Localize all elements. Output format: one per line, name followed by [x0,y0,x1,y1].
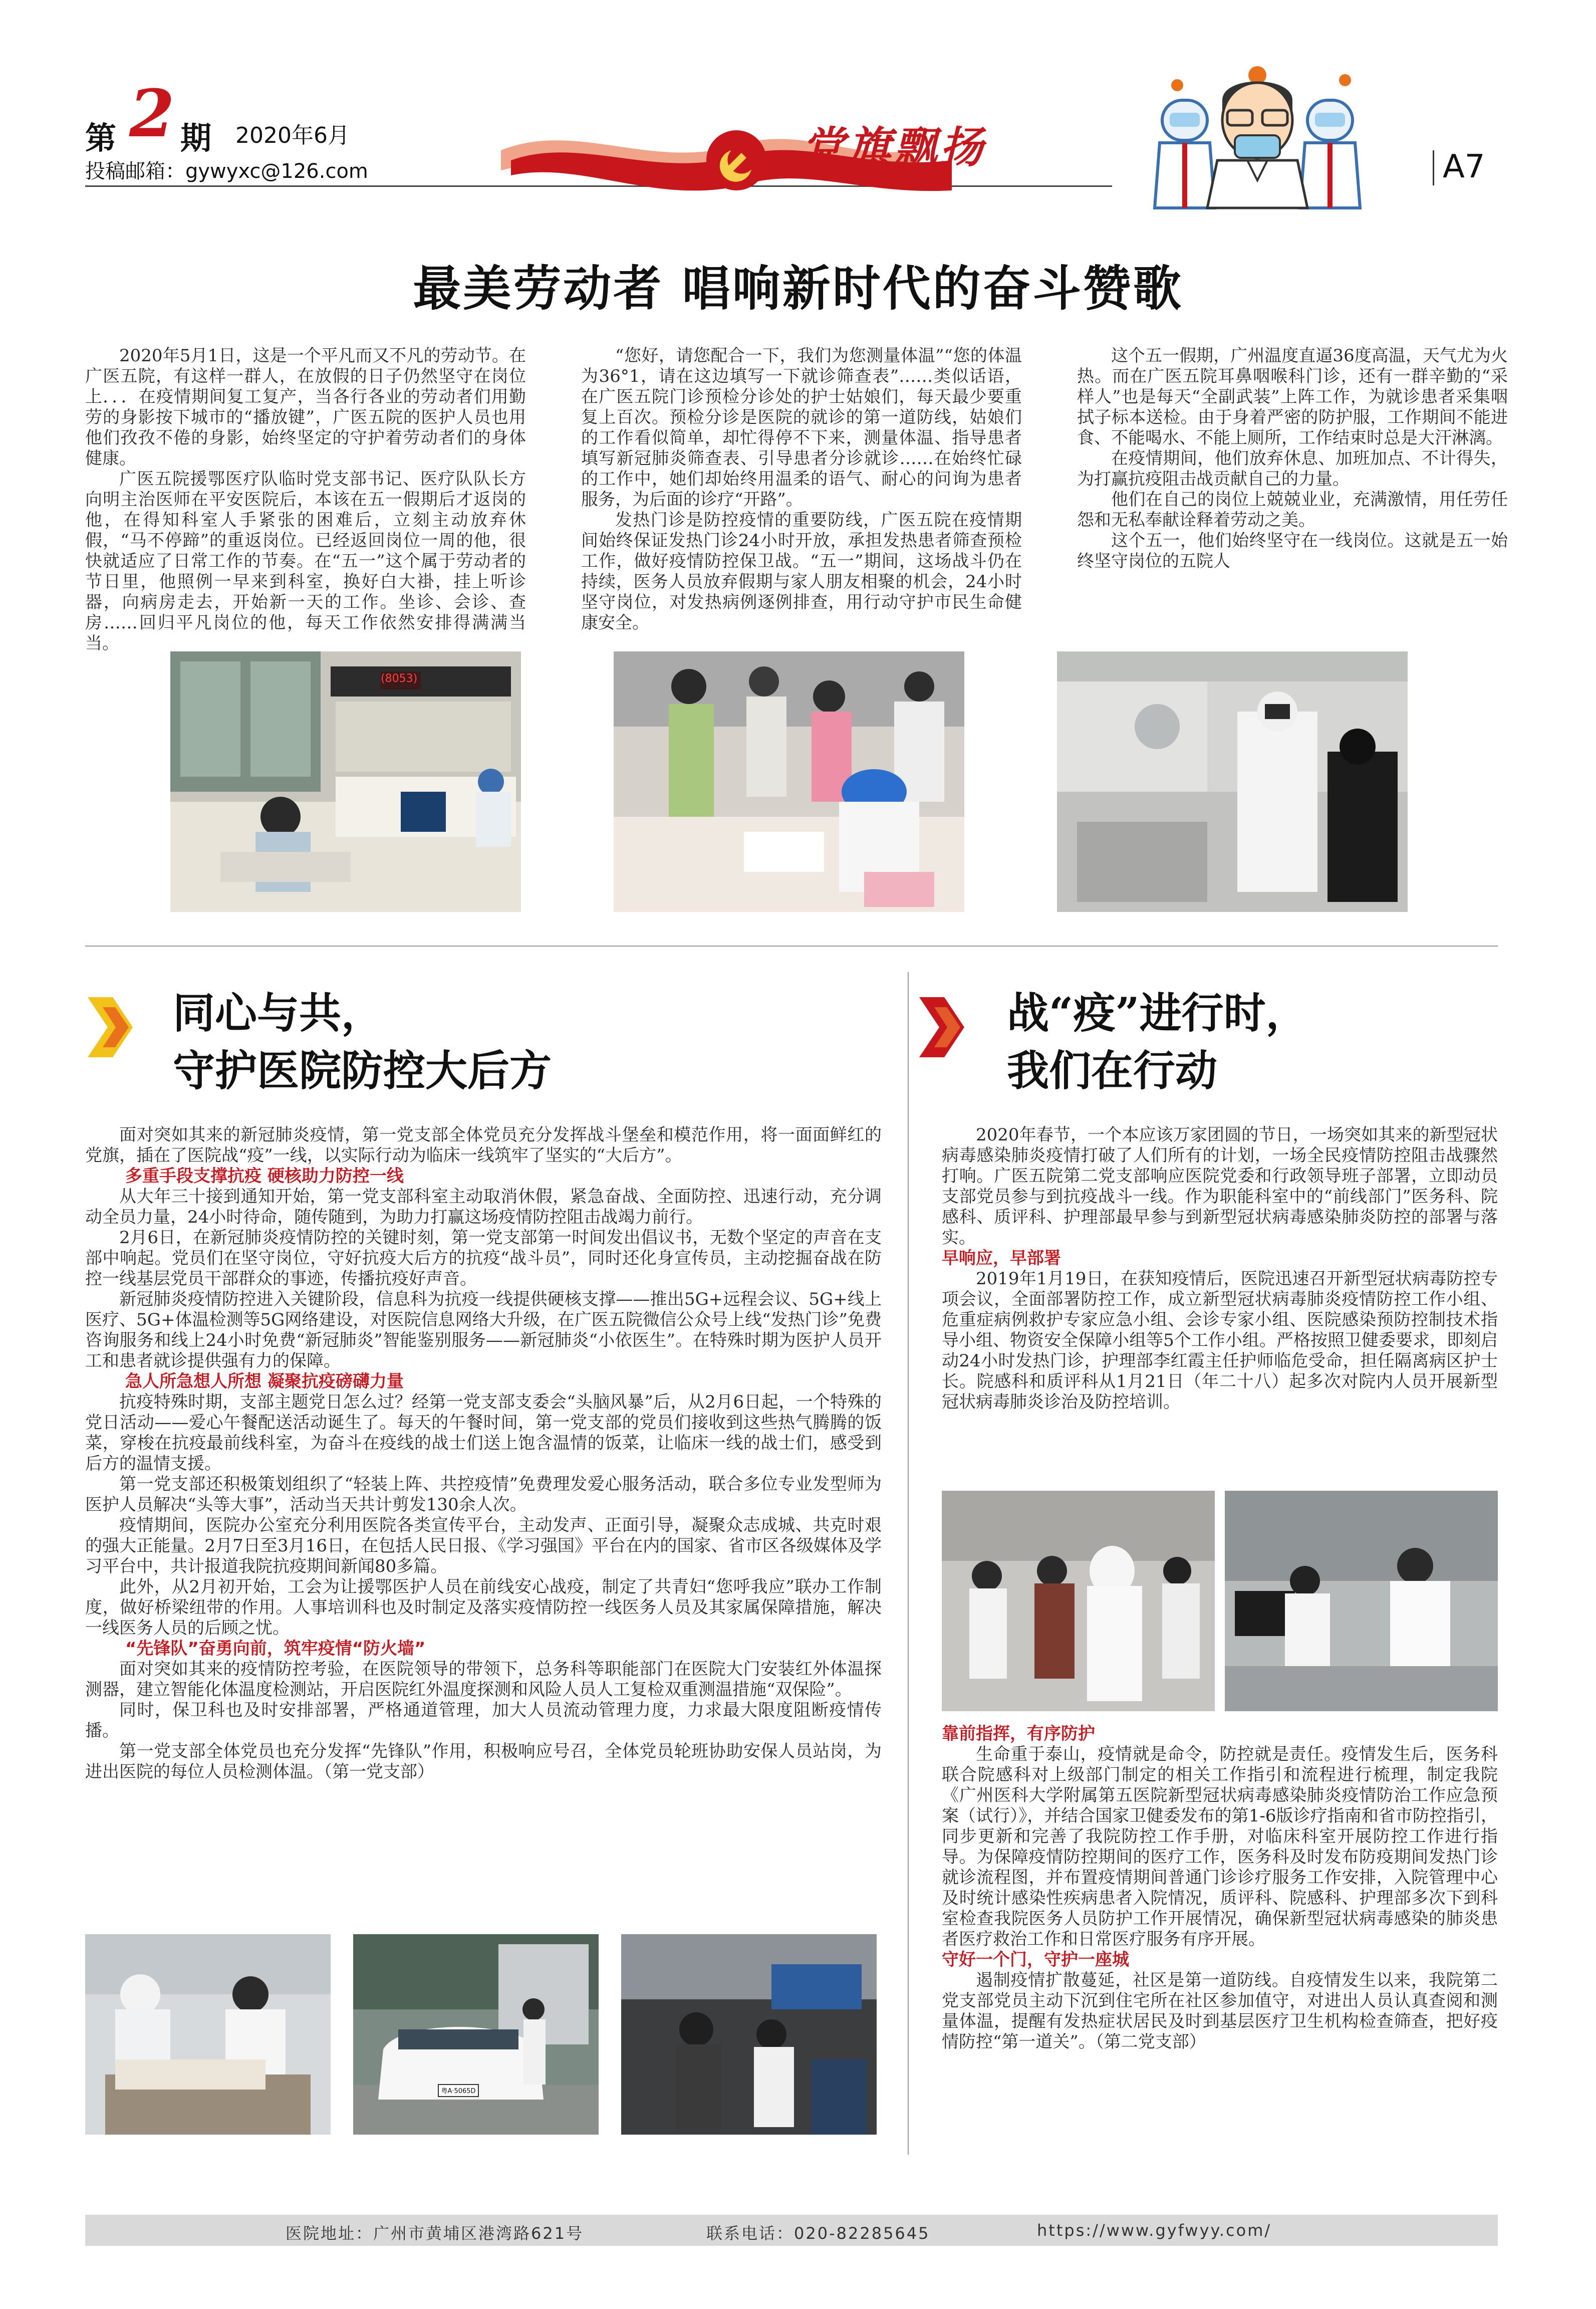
photo-swab-sampling [1057,651,1408,912]
paragraph: 疫情期间，医院办公室充分利用医院各类宣传平台，主动发声、正面引导，凝聚众志成城、共克时艰的强大正能量。2月7日至3月16日，在包括人民日报、《学习强国》平台在内的国家、省市区各级媒体及学习平台中，共计报道我院抗疫期间新闻80多篇。 [85,1515,882,1576]
paragraph: 这个五一假期，广州温度直逼36度高温，天气尤为火热。而在广医五院耳鼻咽喉科门诊，还有一群辛勤的“采样人”也是每天“全副武装”上阵工作，为就诊患者采集咽拭子标本送检。由于身着严密的防护服，工作期间不能进食、不能喝水、不能上厕所，工作结束时总是大汗淋漓。 [1077,346,1508,448]
right-article-body-top [942,1125,1498,1413]
subheading: 早响应，早部署 [942,1248,1061,1268]
top-article-title: 最美劳动者 唱响新时代的奋斗赞歌 [413,260,1183,317]
paragraph: 2月6日，在新冠肺炎疫情防控的关键时刻，第一党支部第一时间发出倡议书，无数个坚定的声音在支部中响起。党员们在坚守岗位，守好抗疫大后方的抗疫“战斗员”，同时还化身宣传员，主动挖掘奋战在防控一线基层党员干部群众的事迹，传播抗疫好声音。 [85,1228,882,1289]
submission-email: 投稿邮箱：gywyxc@126.com [85,160,368,183]
footer-website: https://www.gyfwyy.com/ [1037,2221,1272,2240]
photo-car-temperature-check [353,1934,599,2135]
masthead [0,0,1596,200]
photo-training-session [942,1491,1215,1711]
top-article-col1 [85,346,526,654]
paragraph: 新冠肺炎疫情防控进入关键阶段，信息科为抗疫一线提供硬核支撑——推出5G+远程会议、5G+线上医疗、5G+体温检测等5G网络建设，对医院信息网络大升级，在广医五院微信公众号上线“发热门诊”免费咨询服务和线上24小时免费“新冠肺炎”智能鉴别服务——新冠肺炎“小依医生”。在特殊时期为医护人员开工和患者就诊提供强有力的保障。 [85,1289,882,1371]
paragraph: 2020年5月1日，这是一个平凡而又不凡的劳动节。在广医五院，有这样一群人，在放假的日子仍然坚守在岗位上．．．在疫情期间复工复产，当各行各业的劳动者们用勤劳的身影按下城市的“播放键”，广医五院的医护人员也用他们孜孜不倦的身影，始终坚定的守护着劳动者们的身体健康。 [85,346,526,469]
photo-triage-desk [614,651,964,912]
paragraph: 从大年三十接到通知开始，第一党支部科室主动取消休假，紧急奋战、全面防控、迅速行动，充分调动全员力量，24小时待命，随传随到，为助力打赢这场疫情防控阻击战竭力前行。 [85,1187,882,1227]
right-article-body-bottom [942,1724,1498,2052]
subheading: 守好一个门，守护一座城 [942,1950,1129,1970]
paragraph: 面对突如其来的新冠肺炎疫情，第一党支部全体党员充分发挥战斗堡垒和模范作用，将一面面鲜红的党旗，插在了医院战“疫”一线，以实际行动为临床一线筑牢了坚实的“大后方”。 [85,1125,882,1166]
paragraph: 在疫情期间，他们放弃休息、加班加点、不计得失，为打赢抗疫阻击战贡献自己的力量。 [1077,448,1508,489]
photo-office-guidance [1225,1491,1498,1711]
photo-nurse-station [170,651,521,912]
paragraph: 此外，从2月初开始，工会为让援鄂医护人员在前线安心战疫，制定了共青妇“您呼我应”联办工作制度，做好桥梁纽带的作用。人事培训科也及时制定及落实疫情防控一线医务人员及其家属保障措施，解决一线医务人员的后顾之忧。 [85,1577,882,1638]
photo-hospital-entrance [621,1934,877,2135]
paragraph: 2019年1月19日，在获知疫情后，医院迅速召开新型冠状病毒防控专项会议，全面部署防控工作，成立新型冠状病毒肺炎疫情防控工作小组、危重症病例救护专家应急小组、会诊专家小组、医院感染预防控制技术指导小组、物资安全保障小组等5个工作小组。严格按照卫健委要求，即刻启动24小时发热门诊，护理部李红霞主任护师临危受命，担任隔离病区护士长。院感科和质评科从1月21日（年二十八）起多次对院内人员开展新型冠状病毒肺炎诊治及防控培训。 [942,1269,1498,1412]
right-article-title-line1: 战“疫”进行时， [1007,988,1308,1038]
page-number: A7 [1443,148,1485,185]
subheading: 靠前指挥，有序防护 [942,1724,1095,1744]
paragraph: 2020年春节，一个本应该万家团圆的节日，一场突如其来的新型冠状病毒感染肺炎疫情打破了人们所有的计划，一场全民疫情防控阻击战骤然打响。广医五院第二党支部响应医院党委和行政领导班子部署，立即动员支部党员参与到抗疫战斗一线。作为职能科室中的“前线部门”医务科、院感科、质评科、护理部最早参与到新型冠状病毒感染肺炎防控的部署与落实。 [942,1125,1498,1248]
top-article-col2 [581,346,1022,633]
paragraph: 他们在自己的岗位上兢兢业业，充满激情，用任劳任怨和无私奉献诠释着劳动之美。 [1077,490,1508,530]
issue-number: 2 [129,75,175,152]
party-emblem-icon [706,130,766,190]
paragraph: 广医五院援鄂医疗队临时党支部书记、医疗队队长方向明主治医师在平安医院后，本该在五一假期后才返岗的他，在得知科室人手紧张的困难后，立刻主动放弃休假，“马不停蹄”的重返岗位。已经返回岗位一周的他，很快就适应了日常工作的节奏。在“五一”这个属于劳动者的节日里，他照例一早来到科室，换好白大褂，挂上听诊器，向病房走去，开始新一天的工作。坐诊、会诊、查房……回归平凡岗位的他，每天工作依然安排得满满当当。 [85,469,526,653]
paragraph: 第一党支部还积极策划组织了“轻装上阵、共控疫情”免费理发爱心服务活动，联合多位专业发型师为医护人员解决“头等大事”，活动当天共计剪发130余人次。 [85,1474,882,1515]
subheading: “先锋队”奋勇向前，筑牢疫情“防火墙” [125,1639,426,1659]
footer-phone: 联系电话：020-82285645 [706,2224,930,2243]
column-divider [908,972,909,2155]
paragraph: 面对突如其来的疫情防控考验，在医院领导的带领下，总务科等职能部门在医院大门安装红外体温探测器，建立智能化体温度检测站，开启医院红外温度探测和风险人员人工复检双重测温措施“双保险”。 [85,1659,882,1700]
medical-staff-illustration [1147,55,1368,210]
paragraph: 生命重于泰山，疫情就是命令，防控就是责任。疫情发生后，医务科联合院感科对上级部门制定的相关工作指引和流程进行梳理，制定我院《广州医科大学附属第五医院新型冠状病毒感染肺炎疫情防治工作应急预案（试行）》，并结合国家卫健委发布的第1-6版诊疗指南和省市防控指引，同步更新和完善了我院防控工作手册，对临床科室开展防控工作进行指导。为保障疫情防控期间的医疗工作，医务科及时发布防疫期间发热门诊就诊流程图，并布置疫情期间普通门诊诊疗服务工作安排，入院管理中心及时统计感染性疾病患者入院情况，质评科、院感科、护理部多次下到科室检查我院医务人员防护工作开展情况，确保新型冠状病毒感染的肺炎患者医疗救治工作和日常医疗服务有序开展。 [942,1744,1498,1949]
party-flag-banner [501,90,1082,205]
license-plate-text: 粤A·5065D [441,2088,476,2095]
subheading: 多重手段支撑抗疫 硬核助力防控一线 [125,1166,404,1186]
section-divider [85,946,1498,947]
issue-suffix: 期 [180,120,212,156]
top-article-col3 [1077,346,1508,572]
screen-number-text: (8053) [381,672,418,685]
photo-lunch-delivery [85,1934,331,2135]
issue-prefix: 第 [85,120,117,156]
paragraph: “您好，请您配合一下，我们为您测量体温”“您的体温为36°1，请在这边填写一下就诊筛查表”……类似话语，在广医五院门诊预检分诊处的护士姑娘们，每天最少要重复上百次。预检分诊是医院的就诊的第一道防线，姑娘们的工作看似简单，却忙得停不下来，测量体温、指导患者填写新冠肺炎筛查表、引导患者分诊就诊……在始终忙碌的工作中，她们却始终用温柔的语气、耐心的问询为患者服务，为后面的诊疗“开路”。 [581,346,1022,510]
paragraph: 抗疫特殊时期，支部主题党日怎么过？经第一党支部支委会“头脑风暴”后，从2月6日起，一个特殊的党日活动——爱心午餐配送活动诞生了。每天的午餐时间，第一党支部的党员们接收到这些热气腾腾的饭菜，穿梭在抗疫最前线科室，为奋斗在疫线的战士们送上饱含温情的饭菜，让临床一线的战士们，感受到后方的温情支援。 [85,1392,882,1474]
issue-date: 2020年6月 [235,123,350,148]
left-article-body [85,1125,882,1782]
page-number-divider [1433,150,1434,185]
left-article-title-line2: 守护医院防控大后方 [173,1046,552,1095]
paragraph: 遏制疫情扩散蔓延，社区是第一道防线。自疫情发生以来，我院第二党支部党员主动下沉到住宅所在社区参加值守，对进出人员认真查阅和测量体温，提醒有发热症状居民及时到基层医疗卫生机构检查筛查，把好疫情防控“第一道关”。（第二党支部） [942,1970,1498,2052]
paragraph: 同时，保卫科也及时安排部署，严格通道管理，加大人员流动管理力度，力求最大限度阻断疫情传播。 [85,1700,882,1741]
chevron-arrow-icon [83,992,138,1062]
paragraph: 第一党支部全体党员也充分发挥“先锋队”作用，积极响应号召，全体党员轮班协助安保人员站岗，为进出医院的每位人员检测体温。（第一党支部） [85,1741,882,1782]
chevron-arrow-icon [914,992,969,1062]
subheading: 急人所急想人所想 凝聚抗疫磅礴力量 [125,1371,404,1392]
paragraph: 发热门诊是防控疫情的重要防线，广医五院在疫情期间始终保证发热门诊24小时开放，承担发热患者筛查预检工作，做好疫情防控保卫战。“五一”期间，这场战斗仍在持续，医务人员放弃假期与家人朋友相聚的机会，24小时坚守岗位，对发热病例逐例排查，用行动守护市民生命健康安全。 [581,510,1022,633]
right-article-title-line2: 我们在行动 [1007,1046,1218,1095]
left-article-title-line1: 同心与共， [173,988,384,1038]
footer-address: 医院地址：广州市黄埔区港湾路621号 [286,2224,584,2243]
column-title: 党旗飘扬 [802,122,986,173]
paragraph: 这个五一，他们始终坚守在一线岗位。这就是五一始终坚守岗位的五院人 [1077,531,1508,571]
